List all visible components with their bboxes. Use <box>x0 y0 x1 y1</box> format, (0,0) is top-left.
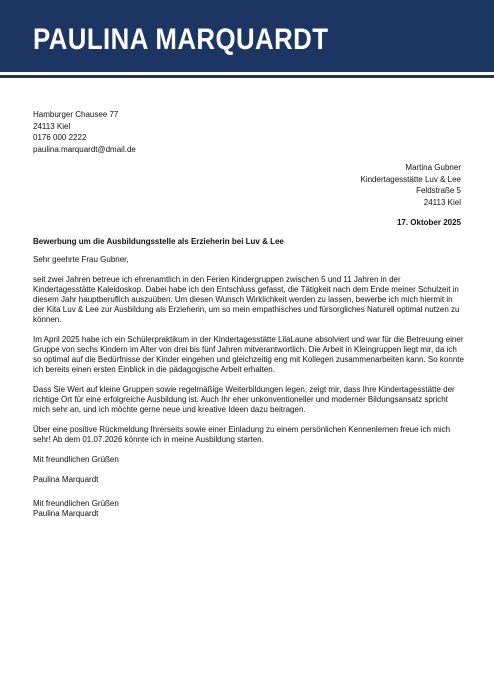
recipient-address <box>360 162 461 208</box>
sender-email: paulina.marquardt@dmail.de <box>33 144 136 154</box>
recipient-street: Feldstraße 5 <box>416 186 461 195</box>
paragraph-1: seit zwei Jahren betreue ich ehrenamtlich in den Ferien Kindergruppen zwischen 5 und 11 Jahren in der Kindertagesstätte Kaleidoskop. Dabei habe ich den Entschluss gefasst, die Tätigkeit nach dem Ende meiner Schulzeit in diesem Jahr hauptberuflich auszuüben. Um diesen Wunsch Wirklichkeit werden zu lassen, bewerbe ich mich hiermit in der Kita Luv & Lee zur Ausbildung als Erzieherin, um so mein empathisches und fürsorgliches Naturell optimal nutzen zu können. <box>33 275 460 324</box>
applicant-name: PAULINA MARQUARDT <box>33 23 329 56</box>
recipient-name: Martina Gubner <box>405 163 461 172</box>
sender-phone: 0176 000 2222 <box>33 133 87 142</box>
sender-city: 24113 Kiel <box>33 121 71 131</box>
signature-greeting: Mit freundlichen Grüßen <box>33 499 119 508</box>
recipient-company: Kindertagesstätte Luv & Lee <box>360 174 461 184</box>
sender-street: Hamburger Chausee 77 <box>33 110 119 119</box>
salutation: Sehr geehrte Frau Gubner, <box>33 255 129 264</box>
paragraph-2: Im April 2025 habe ich ein Schülerpraktikum in der Kindertagesstätte LilaLaune absolviert und war für die Betreuung einer Gruppe von sechs Kindern im Alter von drei bis fünf Jahren mitverantwortlich. Die Arbeit in Kleingruppen liegt mir, da ich so optimal auf die Bedürfnisse der Kinder eingehen und gleichzeitig eng mit Kollegen zusammenarbeiten kann. So konnte ich bereits einen ersten Einblick in die pädagogische Arbeit erhalten. <box>33 335 464 374</box>
letter-date: 17. Oktober 2025 <box>396 218 461 227</box>
header-banner <box>0 0 494 72</box>
header-rule <box>0 75 494 78</box>
recipient-city: 24113 Kiel <box>423 197 461 207</box>
signature-name: Paulina Marquardt <box>33 509 99 518</box>
closing-name: Paulina Marquardt <box>33 475 99 484</box>
paragraph-3: Dass Sie Wert auf kleine Gruppen sowie regelmäßige Weiterbildungen legen, zeigt mir, dass Ihre Kindertagesstätte der richtige Ort für eine erfolgreiche Ausbildung ist. Auch Ihr eher unkonventioneller und moderner Bildungsansatz spricht mich sehr an, und ich möchte gerne neue und kreative Ideen dazu beitragen. <box>33 385 455 414</box>
letter-subject: Bewerbung um die Ausbildungsstelle als Erzieherin bei Luv & Lee <box>33 237 284 246</box>
closing-greeting: Mit freundlichen Grüßen <box>33 455 119 464</box>
sender-address <box>33 109 136 155</box>
signature-block <box>33 499 465 519</box>
paragraph-4: Über eine positive Rückmeldung Ihrerseits sowie einer Einladung zu einem persönlichen Kennenlernen freue ich mich sehr! Ab dem 01.07.2026 könnte ich in meine Ausbildung starten. <box>33 425 451 444</box>
letter-body <box>33 255 465 519</box>
